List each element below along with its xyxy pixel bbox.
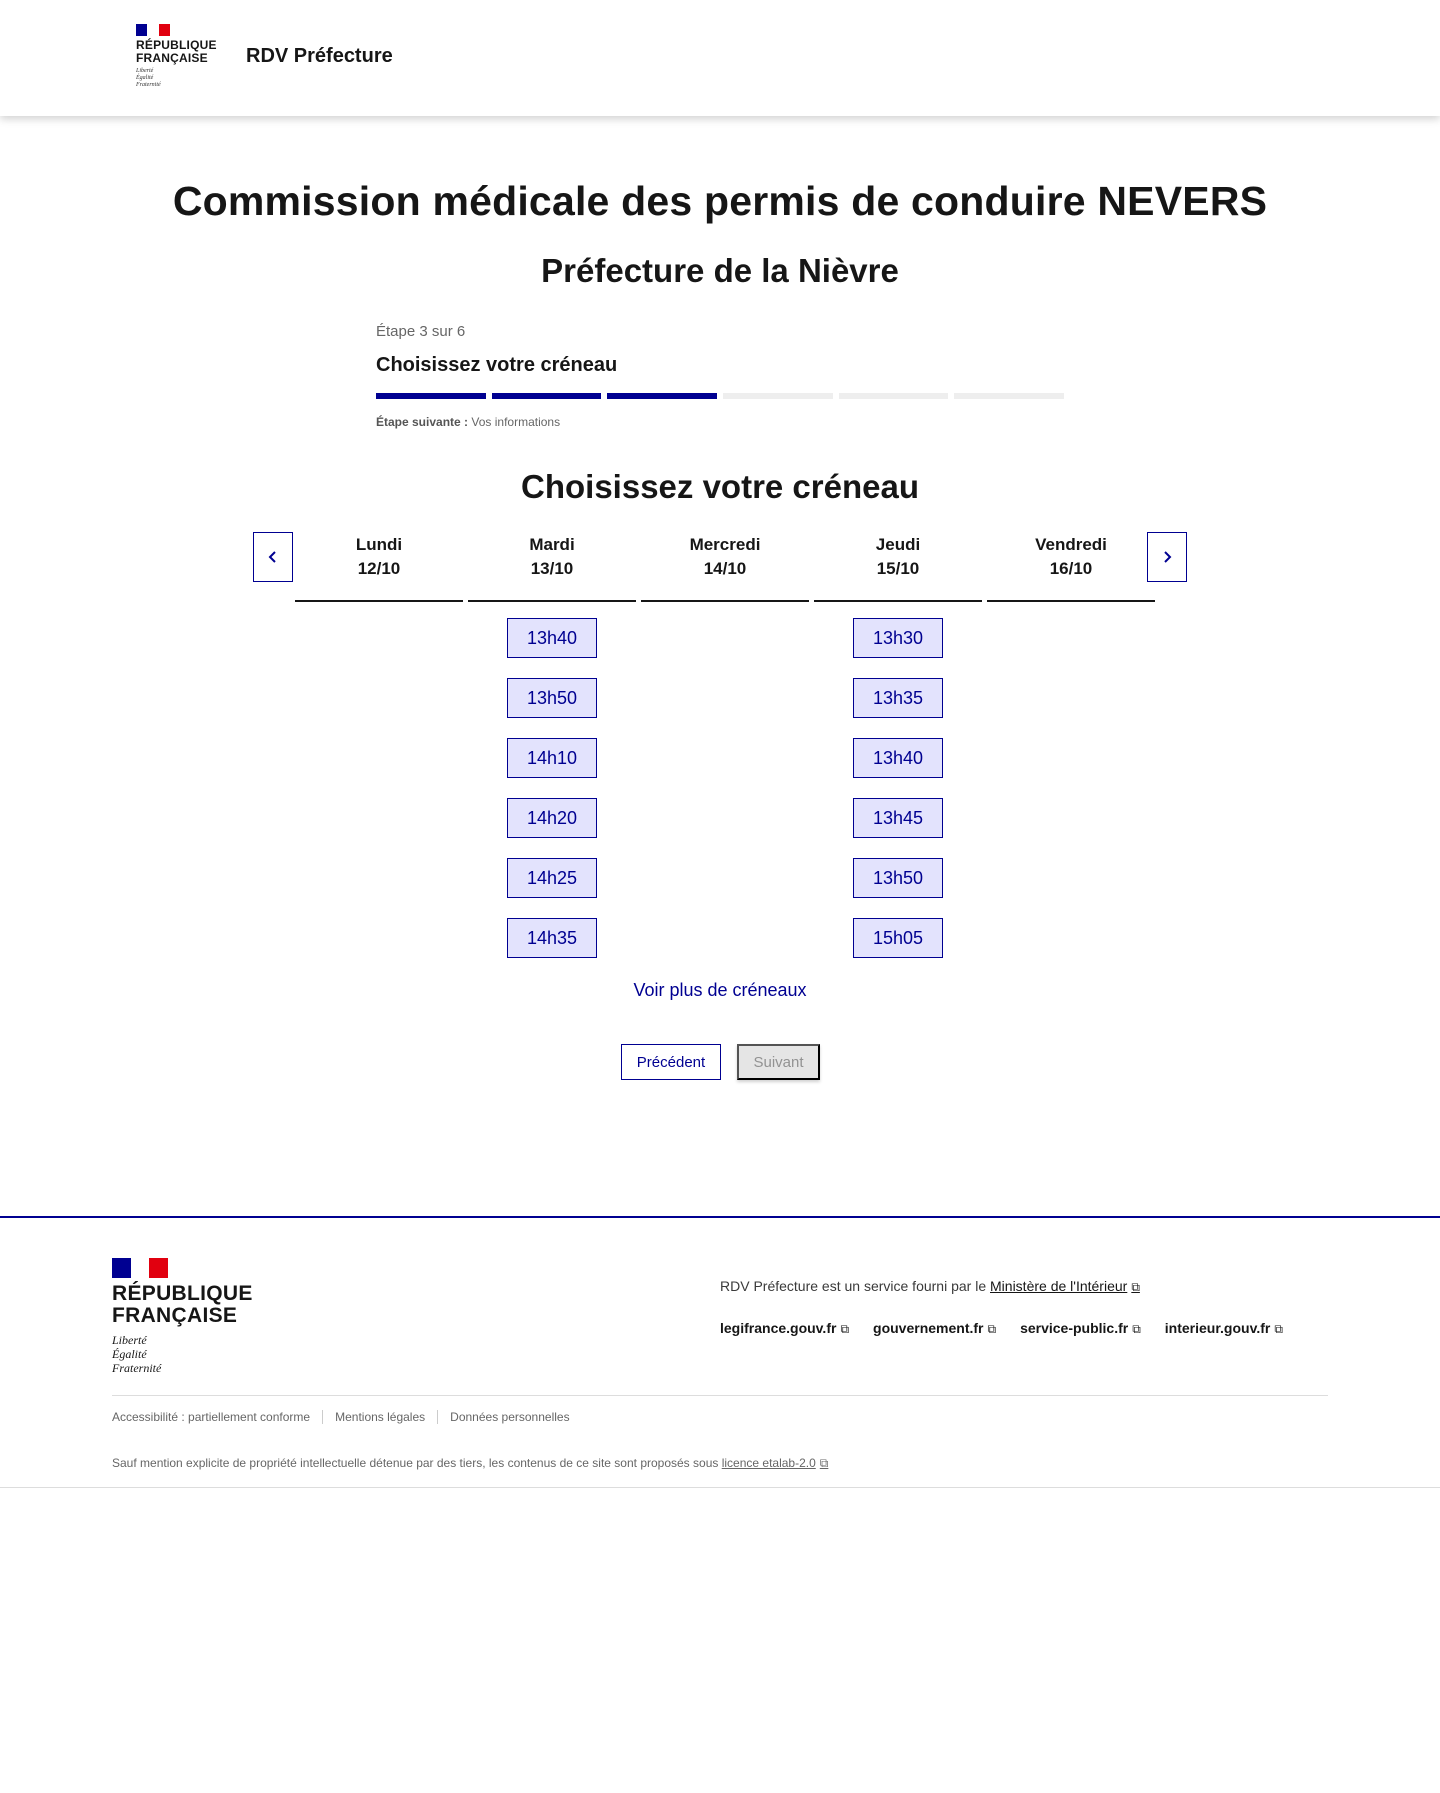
step-bar	[376, 393, 486, 399]
time-slot-button[interactable]: 14h10	[507, 738, 597, 778]
day-column	[295, 532, 463, 618]
external-link-icon: ⧉	[987, 1322, 997, 1336]
footer-republique-logo[interactable]	[112, 1258, 253, 1375]
footer-link[interactable]	[873, 1320, 996, 1337]
time-slot-button[interactable]: 13h50	[507, 678, 597, 718]
day-column	[641, 532, 809, 618]
footer-link[interactable]	[1165, 1320, 1283, 1337]
external-link-icon: ⧉	[1274, 1322, 1283, 1336]
footer-link-label: gouvernement.fr	[873, 1320, 984, 1336]
page-subtitle: Préfecture de la Nièvre	[541, 252, 899, 289]
service-name[interactable]: RDV Préfecture	[246, 45, 393, 67]
time-slot-button[interactable]: 13h30	[853, 618, 943, 658]
day-header	[641, 532, 809, 602]
footer-link[interactable]	[720, 1320, 849, 1337]
time-slot-button[interactable]: 13h40	[853, 738, 943, 778]
site-header	[0, 0, 1440, 116]
footer-description	[720, 1278, 1140, 1295]
external-link-icon: ⧉	[1131, 1280, 1140, 1294]
day-header	[295, 532, 463, 602]
slot-list	[468, 602, 636, 958]
day-name: Vendredi	[1035, 535, 1107, 554]
footer-bottom-link[interactable]: Données personnelles	[437, 1410, 581, 1424]
day-column	[468, 532, 636, 958]
footer-motto-liberte: Liberté	[112, 1333, 147, 1347]
slot-list	[641, 602, 809, 618]
external-link-icon: ⧉	[840, 1322, 850, 1336]
day-date: 15/10	[876, 559, 920, 578]
slot-list	[987, 602, 1155, 618]
step-bar	[607, 393, 717, 399]
footer-link-label: service-public.fr	[1020, 1320, 1129, 1336]
time-slot-button[interactable]: 13h45	[853, 798, 943, 838]
footer-link-label: legifrance.gouv.fr	[720, 1320, 837, 1336]
footer-divider	[112, 1395, 1328, 1396]
next-step-value: Vos informations	[471, 415, 561, 429]
more-slots-link[interactable]: Voir plus de créneaux	[633, 980, 807, 1000]
ministere-link[interactable]	[990, 1278, 1140, 1294]
day-name: Jeudi	[875, 535, 921, 554]
previous-button[interactable]: Précédent	[621, 1044, 721, 1080]
license-text: Sauf mention explicite de propriété intellectuelle détenue par des tiers, les contenus de ce site sont proposés sous	[112, 1456, 719, 1470]
slot-list	[814, 602, 982, 958]
external-link-icon: ⧉	[1132, 1322, 1141, 1336]
footer-bottom-links	[112, 1410, 582, 1424]
step-title: Choisissez votre créneau	[376, 354, 618, 376]
footer-description-text: RDV Préfecture est un service fourni par le	[720, 1278, 987, 1294]
day-date: 12/10	[357, 559, 401, 578]
footer-motto-egalite: Égalité	[112, 1347, 147, 1361]
ministere-link-label: Ministère de l'Intérieur	[990, 1278, 1128, 1294]
footer-license	[112, 1456, 828, 1471]
motto-liberte: Liberté	[136, 68, 154, 74]
previous-week-button[interactable]	[253, 532, 293, 582]
day-column	[987, 532, 1155, 618]
motto-fraternite: Fraternité	[136, 82, 161, 88]
day-column	[814, 532, 982, 958]
site-footer	[0, 1216, 1440, 1488]
day-name: Mardi	[529, 535, 575, 554]
step-bar	[492, 393, 602, 399]
day-date: 14/10	[703, 559, 747, 578]
day-name: Lundi	[355, 535, 403, 554]
step-state: Étape 3 sur 6	[376, 323, 466, 340]
motto-egalite: Égalité	[136, 75, 154, 81]
next-button-disabled: Suivant	[737, 1044, 820, 1080]
next-step-info	[376, 415, 1064, 429]
footer-links	[720, 1320, 1283, 1337]
footer-motto-fraternite: Fraternité	[112, 1361, 162, 1375]
license-link[interactable]	[722, 1456, 829, 1470]
time-slot-button[interactable]: 13h40	[507, 618, 597, 658]
slots-title: Choisissez votre créneau	[521, 468, 919, 505]
day-header	[987, 532, 1155, 602]
step-bar	[723, 393, 833, 399]
step-bar	[954, 393, 1064, 399]
logo-line-2: FRANÇAISE	[136, 51, 208, 65]
time-slot-button[interactable]: 13h50	[853, 858, 943, 898]
french-flag-icon	[136, 24, 170, 36]
footer-logo-line-2: FRANÇAISE	[112, 1304, 238, 1327]
day-header	[468, 532, 636, 602]
license-link-label: licence etalab-2.0	[721, 1456, 816, 1470]
footer-link-label: interieur.gouv.fr	[1164, 1320, 1271, 1336]
time-slot-button[interactable]: 15h05	[853, 918, 943, 958]
day-date: 13/10	[530, 559, 574, 578]
step-progress	[376, 393, 1064, 399]
page-title: Commission médicale des permis de conduire NEVERS	[172, 178, 1268, 224]
next-step-label: Étape suivante :	[376, 415, 469, 429]
slot-list	[295, 602, 463, 618]
stepper	[376, 323, 1064, 429]
logo-line-1: RÉPUBLIQUE	[136, 38, 217, 52]
chevron-left-icon	[267, 550, 279, 564]
day-header	[814, 532, 982, 602]
external-link-icon: ⧉	[819, 1456, 829, 1470]
chevron-right-icon	[1161, 550, 1173, 564]
time-slot-button[interactable]: 14h35	[507, 918, 597, 958]
day-date: 16/10	[1049, 559, 1093, 578]
republique-francaise-logo[interactable]	[136, 24, 218, 89]
footer-link[interactable]	[1020, 1320, 1141, 1337]
time-slot-button[interactable]: 14h20	[507, 798, 597, 838]
footer-bottom-link[interactable]: Accessibilité : partiellement conforme	[112, 1410, 311, 1424]
day-name: Mercredi	[689, 535, 761, 554]
time-slot-button[interactable]: 14h25	[507, 858, 597, 898]
footer-logo-line-1: RÉPUBLIQUE	[112, 1282, 253, 1305]
time-slot-button[interactable]: 13h35	[853, 678, 943, 718]
step-bar	[839, 393, 949, 399]
french-flag-icon	[112, 1258, 168, 1278]
footer-bottom-link[interactable]: Mentions légales	[322, 1410, 437, 1424]
